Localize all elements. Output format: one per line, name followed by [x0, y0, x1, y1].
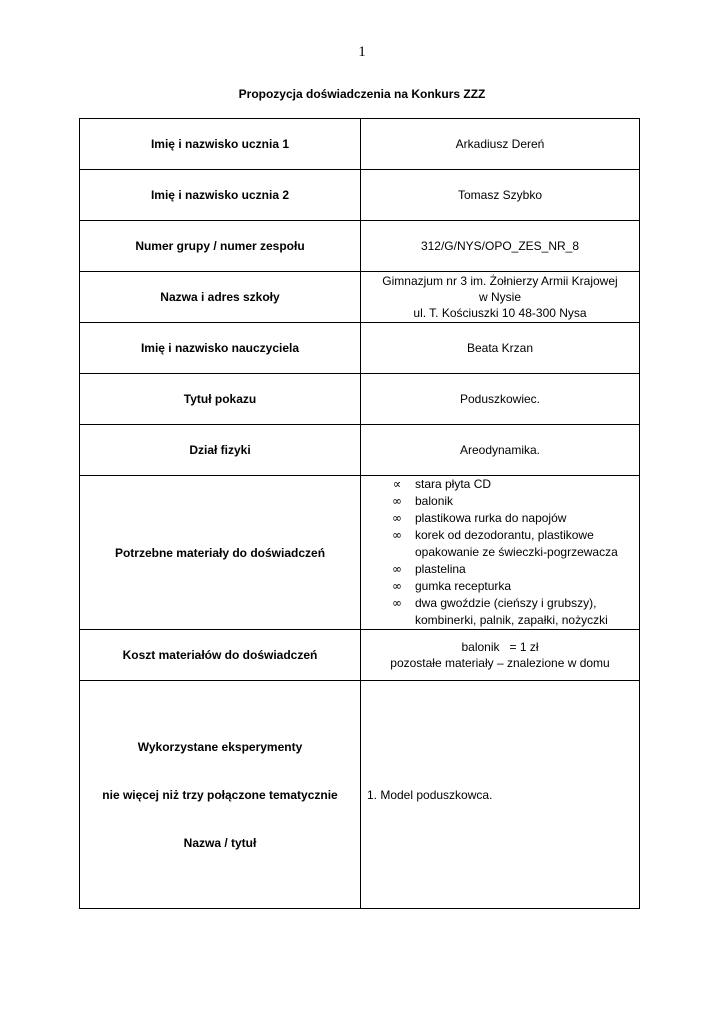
- table-row-teacher: [80, 323, 640, 374]
- cost-balloon-line: balonik = 1 zł: [461, 640, 539, 654]
- infinity-bullet-icon: ∞: [392, 528, 402, 542]
- group-value: 312/G/NYS/OPO_ZES_NR_8: [361, 221, 640, 272]
- proportional-bullet-icon: ∝: [392, 477, 402, 491]
- group-label: Numer grupy / numer zespołu: [80, 221, 361, 272]
- infinity-bullet-icon: ∞: [392, 562, 402, 576]
- experiments-value: 1. Model poduszkowca.: [361, 681, 640, 909]
- experiments-label-group: [86, 739, 354, 851]
- proposal-form-table: [79, 118, 640, 909]
- show-title-label: Tytuł pokazu: [80, 374, 361, 425]
- table-row-cost: [80, 630, 640, 681]
- table-row-physics-branch: [80, 425, 640, 476]
- cost-label: Koszt materiałów do doświadczeń: [80, 630, 361, 681]
- page-number: 1: [358, 44, 366, 60]
- student2-value: Tomasz Szybko: [361, 170, 640, 221]
- infinity-bullet-icon: ∞: [392, 494, 402, 508]
- document-title: Propozycja doświadczenia na Konkurs ZZZ: [238, 87, 486, 101]
- cost-other-line: pozostałe materiały – znalezione w domu: [390, 656, 610, 670]
- school-label: Nazwa i adres szkoły: [80, 272, 361, 323]
- table-row-student2: [80, 170, 640, 221]
- list-item: [389, 561, 633, 578]
- table-row-materials: [80, 476, 640, 630]
- material-text: dwa gwoździe (cieńszy i grubszy), kombinerki, palnik, zapałki, nożyczki: [415, 596, 608, 627]
- experiments-name-title: Nazwa / tytuł: [183, 835, 257, 850]
- material-text: korek od dezodorantu, plastikowe opakowanie ze świeczki-pogrzewacza: [415, 528, 618, 559]
- material-text: plastikowa rurka do napojów: [415, 511, 567, 525]
- list-item: [389, 578, 633, 595]
- physics-branch-value: Areodynamika.: [361, 425, 640, 476]
- infinity-bullet-icon: ∞: [392, 511, 402, 525]
- experiments-limit-note: nie więcej niż trzy połączone tematycznie: [102, 787, 338, 802]
- student2-label: Imię i nazwisko ucznia 2: [80, 170, 361, 221]
- list-item: [389, 595, 633, 629]
- materials-label: Potrzebne materiały do doświadczeń: [80, 476, 361, 630]
- material-text: stara płyta CD: [415, 477, 492, 491]
- list-item: [389, 510, 633, 527]
- teacher-value: Beata Krzan: [361, 323, 640, 374]
- material-text: balonik: [415, 494, 454, 508]
- student1-label: Imię i nazwisko ucznia 1: [80, 119, 361, 170]
- cost-value: [361, 630, 640, 681]
- school-value: [361, 272, 640, 323]
- experiments-label: [80, 681, 361, 909]
- materials-value: [361, 476, 640, 630]
- student1-value: Arkadiusz Dereń: [361, 119, 640, 170]
- experiments-heading: Wykorzystane eksperymenty: [137, 739, 303, 754]
- list-item: [389, 493, 633, 510]
- show-title-value: Poduszkowiec.: [361, 374, 640, 425]
- table-row-student1: [80, 119, 640, 170]
- school-name-line: Gimnazjum nr 3 im. Żołnierzy Armii Krajowej: [382, 274, 618, 288]
- table-row-experiments: [80, 681, 640, 909]
- table-row-show-title: [80, 374, 640, 425]
- school-address-line: ul. T. Kościuszki 10 48-300 Nysa: [413, 306, 587, 320]
- list-item: [389, 527, 633, 561]
- teacher-label: Imię i nazwisko nauczyciela: [80, 323, 361, 374]
- infinity-bullet-icon: ∞: [392, 596, 402, 610]
- school-city-line: w Nysie: [478, 290, 521, 304]
- physics-branch-label: Dział fizyki: [80, 425, 361, 476]
- infinity-bullet-icon: ∞: [392, 579, 402, 593]
- list-item: [389, 476, 633, 493]
- materials-list: [367, 476, 633, 629]
- material-text: gumka recepturka: [415, 579, 512, 593]
- table-row-school: [80, 272, 640, 323]
- table-row-group: [80, 221, 640, 272]
- material-text: plastelina: [415, 562, 466, 576]
